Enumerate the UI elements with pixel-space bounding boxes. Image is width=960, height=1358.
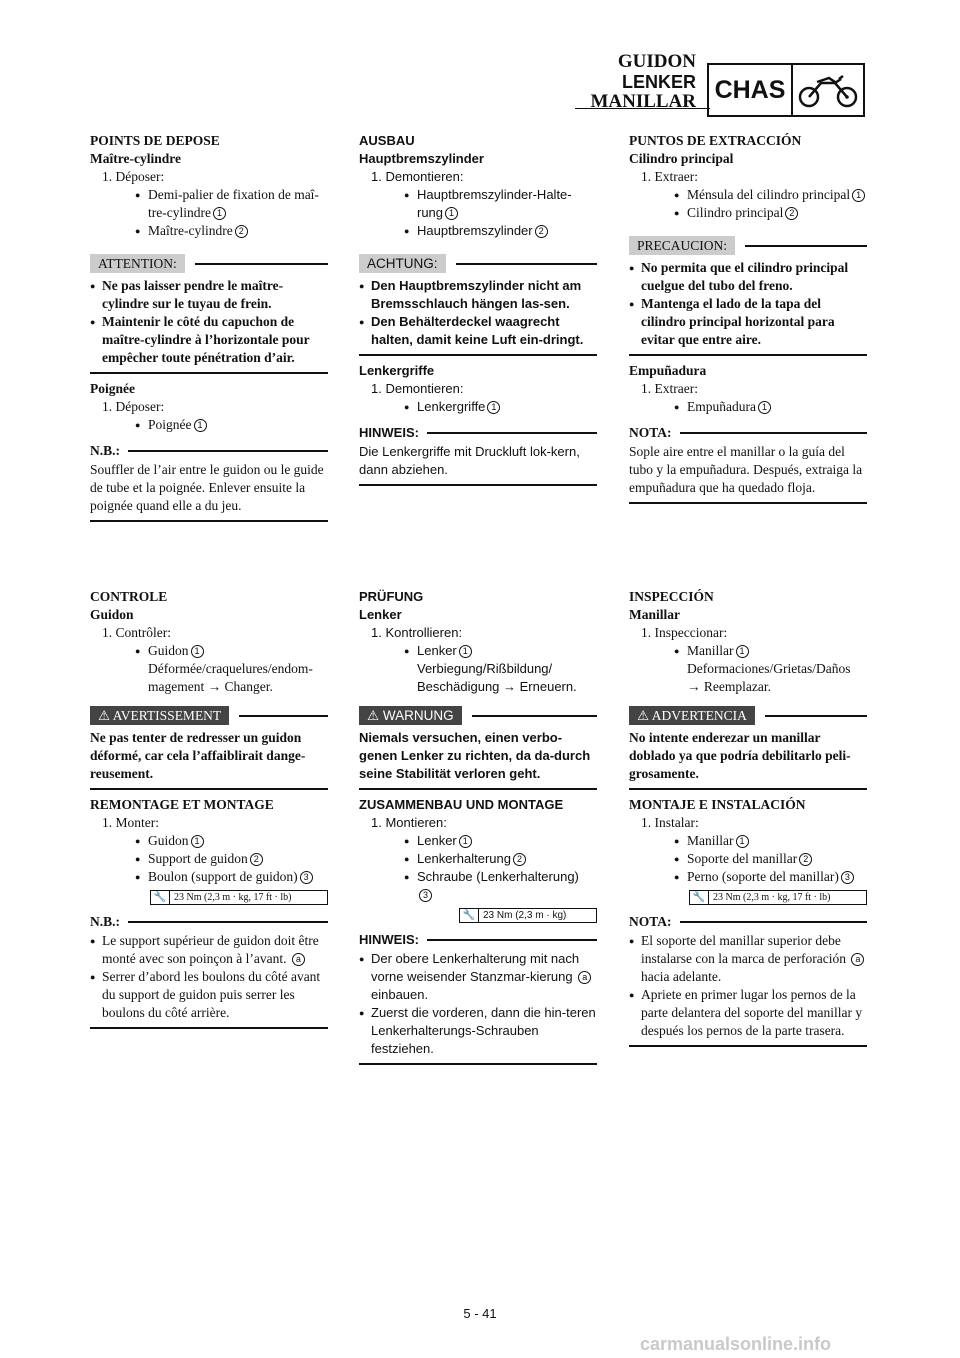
title-de: LENKER [621,72,696,92]
header-rule [575,108,710,109]
wrench-icon: 🔧 [690,891,709,904]
fr-grip-title: Poignée [90,381,135,396]
fr-inspection-section: CONTROLE Guidon 1. Contrôler: ● Guidon 1 Déformée/craquelures/endom-magement → Changer. ⚠ AVERTISSEMENT Ne pas tenter de redresser un guidon déformé, car cela l’affaiblirait dange-reusement. REMONTAGE ET MONTAGE 1. Monter: ● Guidon 1 ● Support de guidon 2 ● Boulon (support de guidon) 3 🔧 23 Nm (2,3 m · kg, 17 ft · lb) N.B.: ● Le support supérieur de guidon doit être monté avec son poinçon à l’avant. a ● Serrer d’abord les boulons du côté avant du support de guidon puis serrer les boulons du côté arrière. [90,588,328,1035]
fr-s1-step: 1. Déposer: [102,169,165,184]
fr-attention-header [90,254,328,273]
wrench-icon: 🔧 [151,891,170,904]
fr-attention-label: ATTENTION: [90,254,185,273]
de-inspection-section: PRÜFUNG Lenker 1. Kontrollieren: ● Lenker 1 Verbiegung/Rißbildung/ Beschädigung → Erneuern. ⚠ WARNUNG Niemals versuchen, einen verbo-genen Lenker zu richten, da da-durch seine Stabilität verloren geht. ZUSAMMENBAU UND MONTAGE 1. Montieren: ● Lenker 1 ● Lenkerhalterung 2 ● Schraube (Lenkerhalterung) 3 🔧 23 Nm (2,3 m · kg) HINWEIS: ● Der obere Lenkerhalterung mit nach vorne weisender Stanzmar-kierung a einbauen. ● Zuerst die vorderen, dann die hin-teren Lenkerhalterungs-Schrauben festziehen. [359,588,597,1071]
de-note-header: HINWEIS: [359,424,597,442]
es-grip-item: ● Empuñadura 1 [629,398,867,416]
fr-s1-title: POINTS DE DEPOSE [90,133,220,148]
chapter-badge [707,63,865,117]
fr-s1-item: ● Demi-palier de fixation de maî-tre-cylindre 1 [90,186,328,222]
section-title-block [560,52,696,112]
torque-spec: 🔧 23 Nm (2,3 m · kg) [459,908,597,923]
motorcycle-icon [793,65,863,115]
page-number: 5 - 41 [463,1306,497,1321]
de-attention-header: ACHTUNG: [359,254,597,273]
fr-removal-section: POINTS DE DEPOSE Maître-cylindre 1. Déposer: ● Demi-palier de fixation de maî-tre-cylindre 1 ● Maître-cylindre 2 ATTENTION: ● Ne pas laisser pendre le maître-cylindre sur le tuyau de frein. ● Maintenir le côté du capuchon de maître-cylindre à l’horizontale pour empêcher toute pénétration d’air. Poignée 1. Déposer: ● Poignée 1 N.B.: Souffler de l’air entre le guidon ou le guide de tube et la poignée. Enlever ensuite la poignée quand elle a du jeu. [90,132,328,528]
de-removal-section: AUSBAU Hauptbremszylinder 1. Demontieren: ● Hauptbremszylinder-Halte-rung 1 ● Hauptbremszylinder 2 ACHTUNG: ● Den Hauptbremszylinder nicht am Bremsschlauch hängen las-sen. ● Den Behälterdeckel waagrecht halten, damit keine Luft ein-dringt. Lenkergriffe 1. Demontieren: ● Lenkergriffe 1 HINWEIS: Die Lenkergriffe mit Druckluft lok-kern, dann abziehen. [359,132,597,492]
warning-icon: ⚠ WARNUNG [359,706,462,725]
de-s1-item: ● Hauptbremszylinder 2 [359,222,597,240]
fr-warning-header [90,706,328,725]
es-inspection-section: INSPECCIÓN Manillar 1. Inspeccionar: ● Manillar 1 Deformaciones/Grietas/Daños → Reemplazar. ⚠ ADVERTENCIA No intente enderezar un manillar doblado ya que podría debilitarlo peli-grosamente. MONTAJE E INSTALACIÓN 1. Instalar: ● Manillar 1 ● Soporte del manillar 2 ● Perno (soporte del manillar) 3 🔧 23 Nm (2,3 m · kg, 17 ft · lb) NOTA: ● El soporte del manillar superior debe instalarse con la marca de perforación a hacia adelante. ● Apriete en primer lugar los pernos de la parte delantera del soporte del manillar y después los pernos de la parte trasera. [629,588,867,1053]
fr-grip-item: ● Poignée 1 [90,416,328,434]
es-s1-item: ● Cilindro principal 2 [629,204,867,222]
es-removal-section: PUNTOS DE EXTRACCIÓN Cilindro principal 1. Extraer: ● Ménsula del cilindro principal 1 ● Cilindro principal 2 PRECAUCION: ● No permita que el cilindro principal cuelgue del tubo del freno. ● Mantenga el lado de la tapa del cilindro principal horizontal para evitar que entre aire. Empuñadura 1. Extraer: ● Empuñadura 1 NOTA: Sople aire entre el manillar o la guía del tubo y la empuñadura. Después, extraiga la empuñadura que ha quedado floja. [629,132,867,510]
warning-icon: ⚠ ADVERTENCIA [629,706,755,725]
de-s1-item: ● Hauptbremszylinder-Halte-rung 1 [359,186,597,222]
fr-attention-text: ● Ne pas laisser pendre le maître-cylindre sur le tuyau de frein. ● Maintenir le côté du capuchon de maître-cylindre à l’horizontale pour empêcher toute pénétration d’air. [90,273,328,367]
fr-s1-item: ● Maître-cylindre 2 [90,222,328,240]
torque-spec: 🔧 23 Nm (2,3 m · kg, 17 ft · lb) [689,890,867,905]
watermark: carmanualsonline.info [640,1334,832,1354]
fr-note-text: Souffler de l’air entre le guidon ou le guide de tube et la poignée. Enlever ensuite la poignée quand elle a du jeu. [90,462,324,513]
warning-icon: ⚠ AVERTISSEMENT [90,706,229,725]
title-fr: GUIDON [617,51,696,72]
chapter-code: CHAS [709,65,793,115]
es-attention-text: ● No permita que el cilindro principal cuelgue del tubo del freno. ● Mantenga el lado de la tapa del cilindro principal horizontal para evitar que entre aire. [629,255,867,349]
es-attention-header: PRECAUCION: [629,236,867,255]
es-note-header: NOTA: [629,424,867,442]
de-attention-text: ● Den Hauptbremszylinder nicht am Bremsschlauch hängen las-sen. ● Den Behälterdeckel waagrecht halten, damit keine Luft ein-dringt. [359,273,597,349]
torque-spec: 🔧 23 Nm (2,3 m · kg, 17 ft · lb) [150,890,328,905]
title-es: MANILLAR [590,91,696,112]
wrench-icon: 🔧 [460,909,479,922]
es-s1-item: ● Ménsula del cilindro principal 1 [629,186,867,204]
fr-note-header: N.B.: [90,442,328,460]
fr-s1-sub: Maître-cylindre [90,151,181,166]
de-grip-item: ● Lenkergriffe 1 [359,398,597,416]
fr-s2-item: ● Guidon 1 [90,642,328,660]
